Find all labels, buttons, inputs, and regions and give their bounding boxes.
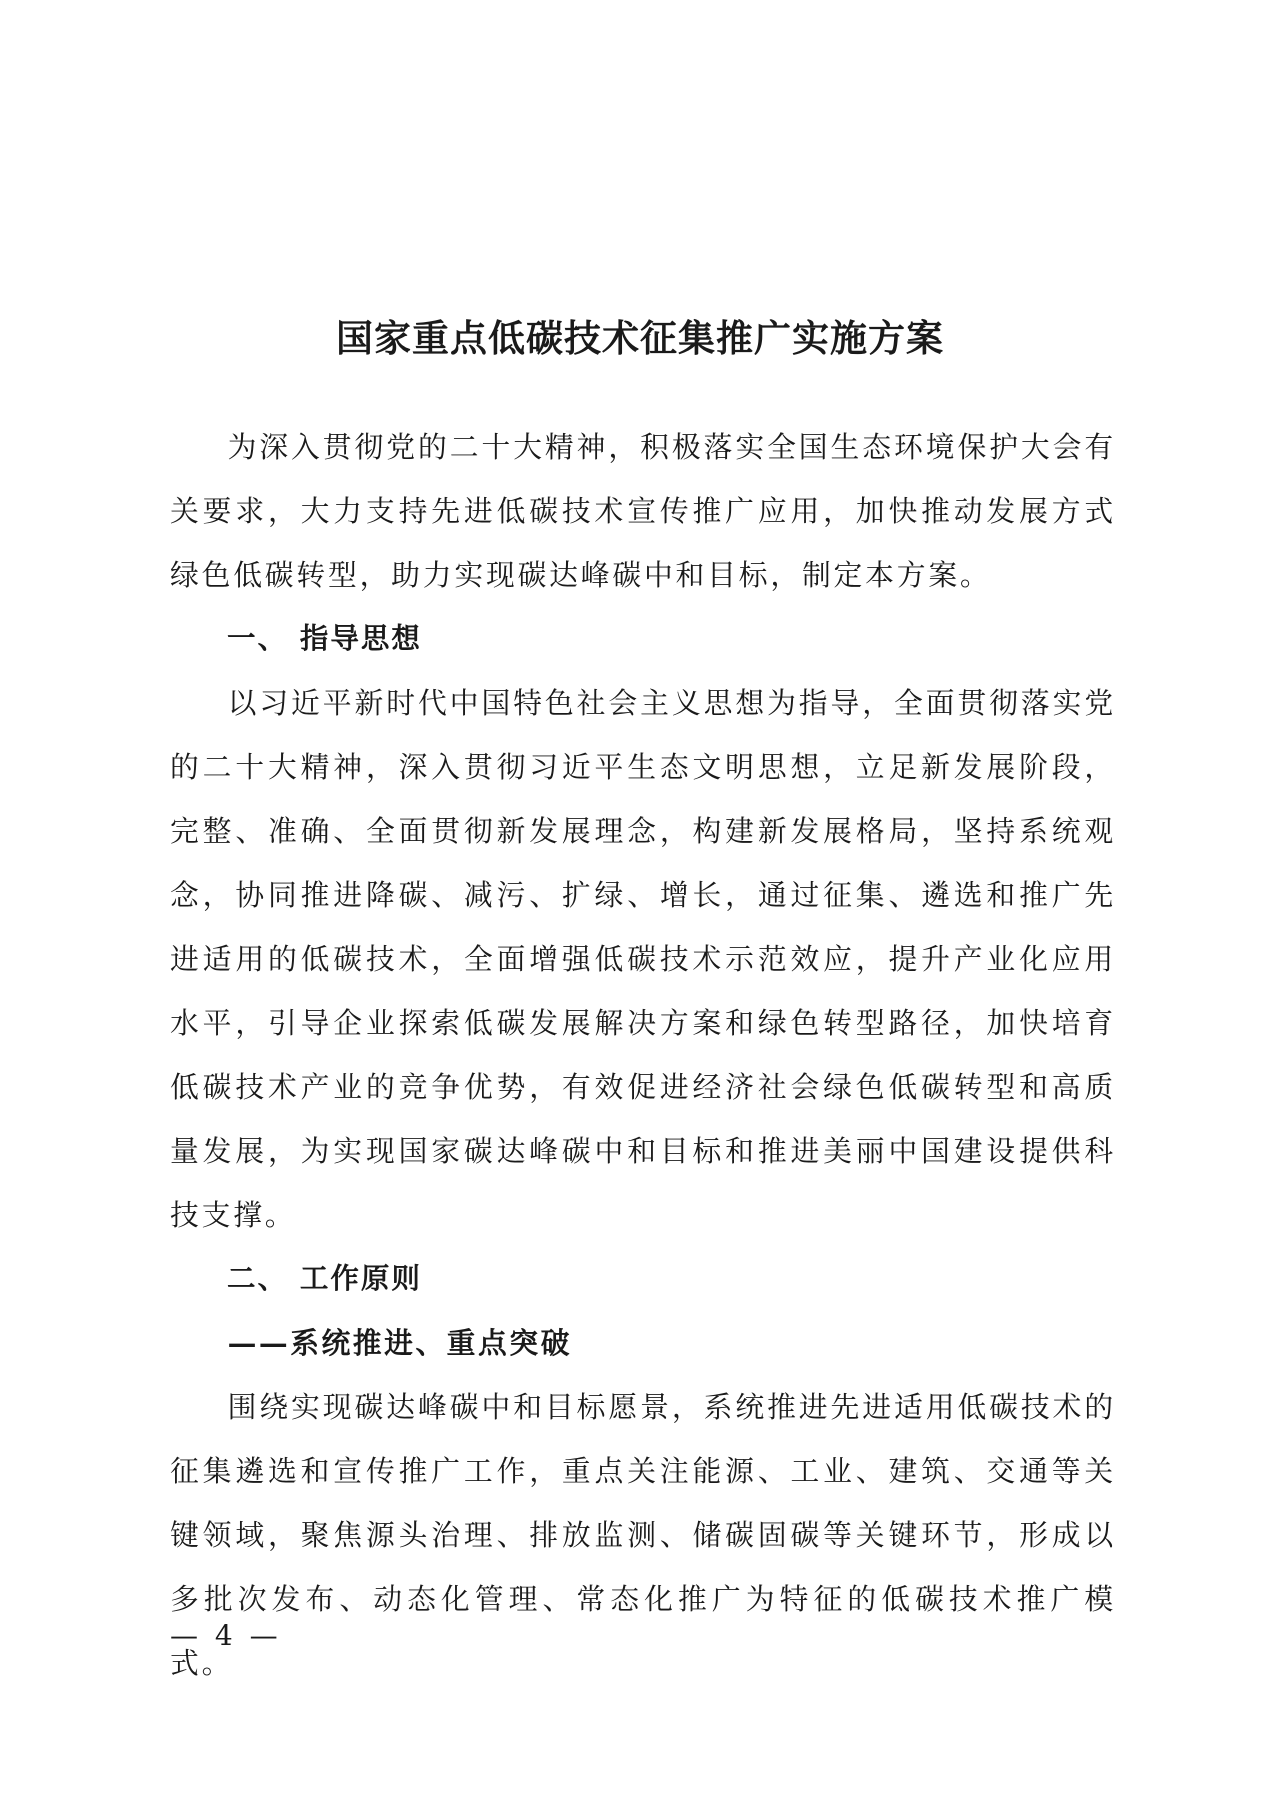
principle-1-paragraph: 围绕实现碳达峰碳中和目标愿景，系统推进先进适用低碳技术的征集遴选和宣传推广工作，重点关注能源、工业、建筑、交通等关键领域，聚焦源头治理、排放监测、储碳固碳等关键环节，形成以多批次发布、动态化管理、常态化推广为特征的低碳技术推广模式。 xyxy=(170,1390,1116,1680)
section-1-heading: 一、 指导思想 xyxy=(227,622,422,655)
document-title: 国家重点低碳技术征集推广实施方案 xyxy=(336,316,944,360)
section-2-heading: 二、 工作原则 xyxy=(227,1262,422,1295)
intro-paragraph: 为深入贯彻党的二十大精神，积极落实全国生态环境保护大会有关要求，大力支持先进低碳技术宣传推广应用，加快推动发展方式绿色低碳转型，助力实现碳达峰碳中和目标，制定本方案。 xyxy=(170,430,1116,592)
section-1-paragraph: 以习近平新时代中国特色社会主义思想为指导，全面贯彻落实党的二十大精神，深入贯彻习近平生态文明思想，立足新发展阶段，完整、准确、全面贯彻新发展理念，构建新发展格局，坚持系统观念，协同推进降碳、减污、扩绿、增长，通过征集、遴选和推广先进适用的低碳技术，全面增强低碳技术示范效应，提升产业化应用水平，引导企业探索低碳发展解决方案和绿色转型路径，加快培育低碳技术产业的竞争优势，有效促进经济社会绿色低碳转型和高质量发展，为实现国家碳达峰碳中和目标和推进美丽中国建设提供科技支撑。 xyxy=(170,686,1116,1232)
document-body xyxy=(170,415,1116,1695)
principle-1-title: ——系统推进、重点突破 xyxy=(227,1326,572,1360)
page-number: — 4 — xyxy=(170,1619,282,1652)
